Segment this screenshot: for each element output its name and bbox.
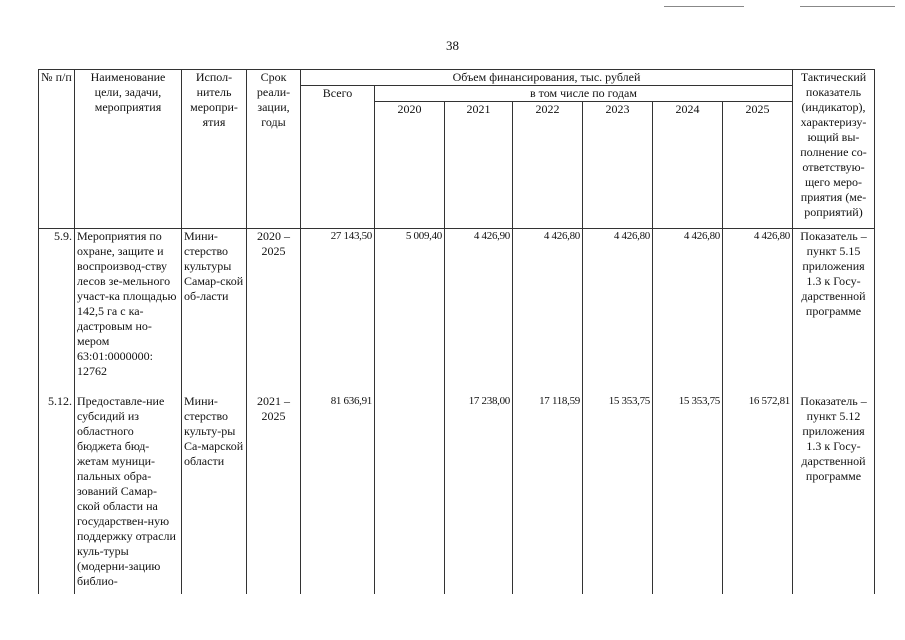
header-total: Всего [301, 86, 375, 229]
header-year-2024: 2024 [653, 102, 723, 229]
row-value-2020: 5 009,40 [375, 229, 445, 394]
header-num: № п/п [39, 70, 75, 229]
row-total: 27 143,50 [301, 229, 375, 394]
row-num: 5.12. [39, 394, 75, 594]
header-name: Наименование цели, задачи, мероприятия [75, 70, 182, 229]
table-row [39, 394, 875, 594]
row-value-2022: 17 118,59 [513, 394, 583, 594]
scan-artifact-line [664, 6, 744, 7]
row-value-2024: 4 426,80 [653, 229, 723, 394]
page-number: 38 [446, 38, 459, 53]
row-value-2025: 4 426,80 [723, 229, 793, 394]
row-indicator: Показатель – пункт 5.12 приложения 1.3 к Госу-дарственной программе [793, 394, 875, 594]
header-executor: Испол-нитель меропри-ятия [182, 70, 247, 229]
row-name: Предоставле-ние субсидий из областного бюджета бюд-жетам муници-пальных обра-зований Самар-ской области на государствен-ную поддержку отрасли куль-туры (модерни-зацию библио- [75, 394, 182, 594]
table-row [39, 229, 875, 394]
row-indicator: Показатель – пункт 5.15 приложения 1.3 к Госу-дарственной программе [793, 229, 875, 394]
header-year-2020: 2020 [375, 102, 445, 229]
row-executor: Мини-стерство культу-ры Са-марской области [182, 394, 247, 594]
scan-artifact-line [800, 6, 895, 7]
row-executor: Мини-стерство культуры Самар-ской об-ласти [182, 229, 247, 394]
row-value-2021: 4 426,90 [445, 229, 513, 394]
row-value-2023: 4 426,80 [583, 229, 653, 394]
header-funding: Объем финансирования, тыс. рублей [301, 70, 793, 86]
row-value-2022: 4 426,80 [513, 229, 583, 394]
row-value-2023: 15 353,75 [583, 394, 653, 594]
header-indicator: Тактический показатель (индикатор), характеризу-ющий вы-полнение со-ответствую-щего меро-приятия (ме-роприятий) [793, 70, 875, 229]
header-by-years: в том числе по годам [375, 86, 793, 102]
row-total: 81 636,91 [301, 394, 375, 594]
header-year-2021: 2021 [445, 102, 513, 229]
row-name: Мероприятия по охране, защите и воспроизвод-ству лесов зе-мельного участ-ка площадью 142,5 га с ка-дастровым но-мером 63:01:0000000: 12762 [75, 229, 182, 394]
header-year-2025: 2025 [723, 102, 793, 229]
row-period: 2020 – 2025 [247, 229, 301, 394]
row-period: 2021 – 2025 [247, 394, 301, 594]
row-value-2020 [375, 394, 445, 594]
funding-table [38, 69, 875, 594]
row-value-2024: 15 353,75 [653, 394, 723, 594]
row-num: 5.9. [39, 229, 75, 394]
header-period: Срок реали-зации, годы [247, 70, 301, 229]
header-year-2023: 2023 [583, 102, 653, 229]
row-value-2021: 17 238,00 [445, 394, 513, 594]
row-value-2025: 16 572,81 [723, 394, 793, 594]
header-year-2022: 2022 [513, 102, 583, 229]
